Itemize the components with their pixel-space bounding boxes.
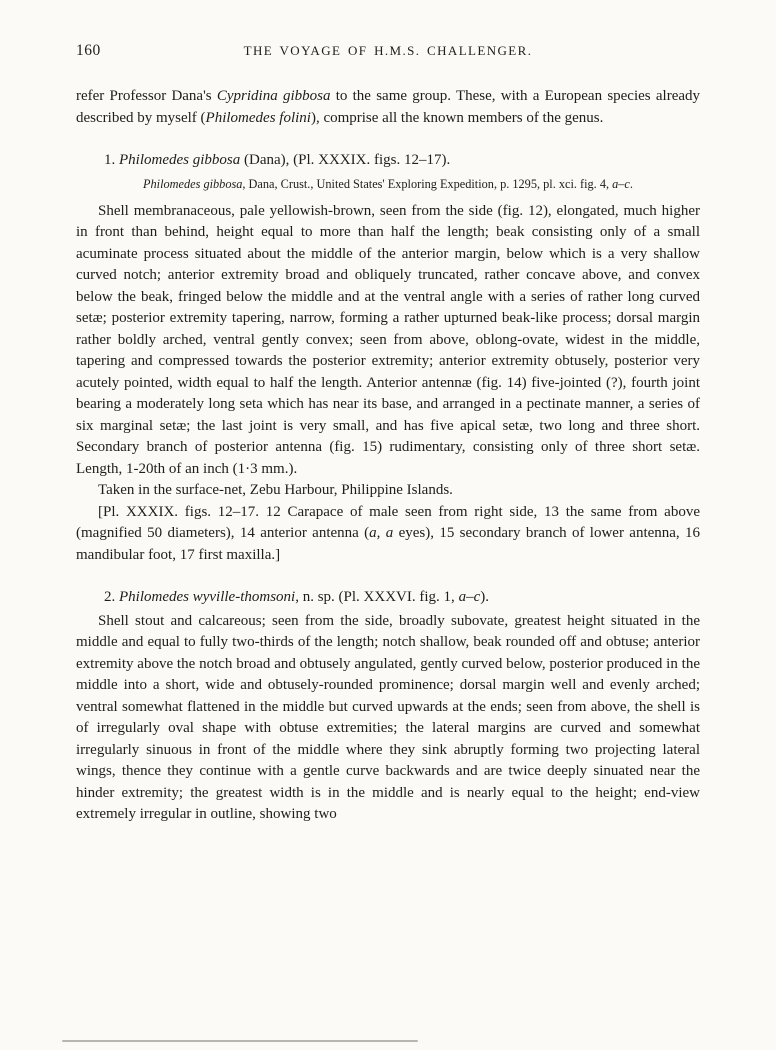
- text-run: [Pl. XXXIX. figs. 12–17. 12 Carapace of male seen from right side, 13 the same from above (magnified 50 diameters), 14 anterior antenna (: [76, 503, 700, 541]
- italic-text-run: Philomedes gibbosa: [119, 152, 241, 168]
- text-run: , Dana, Crust., United States' Exploring Expedition, p. 1295, pl. xci. fig. 4,: [242, 176, 613, 191]
- species-1-heading: [76, 150, 700, 172]
- italic-text-run: Cypridina gibbosa: [216, 88, 331, 104]
- text-run: , n. sp. (Pl. XXXVI. fig. 1,: [295, 589, 459, 605]
- text-run: 1.: [104, 152, 119, 168]
- page-body: [76, 86, 700, 826]
- text-run: .: [629, 176, 633, 191]
- species-1-plate-explanation-paragraph: [76, 502, 700, 567]
- text-run: ), comprise all the known members of the genus.: [310, 109, 604, 126]
- italic-text-run: Philomedes wyville-thomsoni: [119, 589, 296, 605]
- page-number: 160: [76, 42, 101, 59]
- italic-text-run: Philomedes gibbosa: [143, 176, 243, 191]
- text-run: ).: [480, 589, 489, 605]
- italic-text-run: a–c: [458, 589, 481, 605]
- species-1-locality-paragraph: [76, 480, 700, 502]
- species-1-description-paragraph: [76, 201, 700, 481]
- intro-continuation-paragraph: [76, 86, 700, 129]
- text-run: Taken in the surface-net, Zebu Harbour, Philippine Islands.: [98, 482, 453, 498]
- text-run: Shell membranaceous, pale yellowish-brown, seen from the side (fig. 12), elongated, much higher in front than behind, height equal to more than half the length; beak consisting only of a small acuminate process situated about the middle of the anterior margin, below which is a very shallow curved notch; anterior extremity broad and obliquely truncated, rather concave above, and convex below the beak, fringed below the middle and at the ventral angle with a series of rather long curved setæ; posterior extremity tapering, narrow, forming a rather upturned beak-like process; dorsal margin rather boldly arched, ventral gently convex; seen from above, oblong-ovate, widest in the middle, tapering and compressed towards the posterior extremity; anterior extremity obtusely, posterior very acutely pointed, width equal to half the length. Anterior antennæ (fig. 14) five-jointed (?), fourth joint bearing a moderately long seta which has near its base, and arranged in a pectinate manner, a series of six marginal setæ; the last joint is very small, and has five apical setæ, two long and three short. Secondary branch of posterior antenna (fig. 15) rudimentary, consisting only of three short setæ. Length, 1-20th of an inch (1·3 mm.).: [76, 202, 700, 477]
- species-2-heading: [76, 587, 700, 609]
- species-2-description-paragraph: [76, 611, 700, 826]
- italic-text-run: a–c: [612, 176, 630, 191]
- scan-artifact-line: [62, 1040, 418, 1042]
- text-run: 2.: [104, 589, 119, 605]
- species-1-synonymy-citation: [76, 176, 700, 192]
- text-run: refer Professor Dana's: [76, 88, 217, 104]
- text-run: Shell stout and calcareous; seen from the side, broadly subovate, greatest height situated in the middle and equal to fully two-thirds of the length; notch shallow, beak rounded off and obtuse; anterior extremity above the notch broad and obtusely angulated, gently curved below, posterior produced in the middle into a short, wide and obtusely-rounded prominence; dorsal margin well and evenly arched; ventral somewhat flattened in the middle but curved upwards at the ends; seen from above, the shell is of irregularly oval shape with obtuse extremities; the lateral margins are curved and somewhat irregularly sinuous in front of the middle where they sink abruptly forming two projecting lateral wings, thence they continue with a gentle curve backwards and are twice deeply sinuated near the hinder extremity; the greatest width is in the middle and is nearly equal to the height; end-view extremely irregular in outline, showing two: [76, 612, 700, 822]
- running-header: [76, 40, 700, 60]
- italic-text-run: a, a: [369, 525, 394, 541]
- text-run: eyes), 15 secondary branch of lower antenna, 16 mandibular foot, 17 first maxilla.]: [76, 525, 701, 563]
- italic-text-run: Philomedes folini: [205, 109, 311, 126]
- text-run: (Dana), (Pl. XXXIX. figs. 12–17).: [240, 152, 451, 168]
- text-run: to the same group. These, with a European species already described by myself (: [76, 88, 701, 126]
- running-title: THE VOYAGE OF H.M.S. CHALLENGER.: [243, 43, 533, 58]
